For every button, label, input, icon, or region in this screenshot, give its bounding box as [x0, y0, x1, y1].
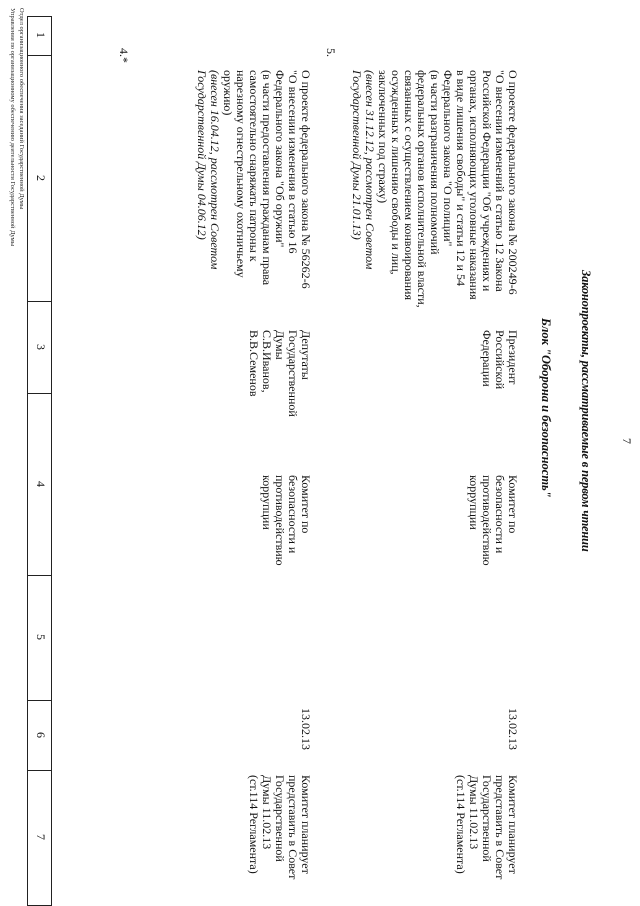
column-border [28, 575, 52, 576]
column-number-5: 5 [34, 634, 48, 640]
row-description: О проекте федерального закона № 56262-6 "О внесении изменения в статью 16 Федерального закона "Об оружии" (в части предоставления гражданам права самостоятельно снаряжать патроны к нарезному огнестрельному охотничьему оружию) [221, 70, 313, 289]
row-committee: Комитет по безопасности и противодействию коррупции [467, 475, 520, 566]
row-description: О проекте федерального закона № 200249-6 "О внесении изменений в статью 12 Закона Российской Федерации "Об учреждениях и органах, исполняющих уголовные наказания в виде лишения свободы" и статьи 12 и 54 Федерального закона "О полиции" (в части разграничения полномочий федеральных органов исполнительной власти, связанных с осуществлением конвоирования осужденных к лишению свободы и лиц, заключенных под стражу) [376, 70, 520, 308]
row-description-block [350, 70, 519, 325]
column-number-1: 1 [34, 32, 48, 38]
block-title: Блок "Оборона и безопасность" [539, 318, 553, 498]
row-remark: Комитет планирует представить в Совет Государственной Думы 11.02.13 (ст.114 Регламента) [247, 775, 313, 880]
column-number-7: 7 [34, 834, 48, 840]
column-border [28, 700, 52, 701]
row-number: 4.* [117, 48, 131, 63]
column-number-2: 2 [34, 175, 48, 181]
footer-line-2: Управления по организационному обеспечению деятельности Государственной Думы [9, 8, 16, 247]
row-initiator: Депутаты Государственной Думы С.В.Иванов, В.В.Семенов [247, 330, 313, 417]
section-title: Законопроекты, рассматриваемые в первом чтении [579, 270, 593, 552]
row-date: 13.02.13 [299, 708, 313, 750]
header-top-line [51, 16, 52, 906]
row-committee: Комитет по безопасности и противодействию коррупции [260, 475, 313, 566]
row-description-block [195, 70, 312, 325]
column-number-3: 3 [34, 344, 48, 350]
column-border [28, 770, 52, 771]
row-number: 5. [324, 48, 338, 57]
row-note: (внесен 31.12.12, рассмотрен Советом Государственной Думы 21.01.13) [350, 70, 377, 270]
row-date: 13.02.13 [506, 708, 520, 750]
column-number-6: 6 [34, 732, 48, 738]
footer-line-1: Отдел организационного обеспечения заседаний Государственной Думы [18, 8, 25, 210]
row-initiator: Президент Российской Федерации [480, 330, 520, 390]
page-number: 7 [620, 438, 634, 444]
column-border [28, 393, 52, 394]
row-note: (внесен 16.04.12, рассмотрен Советом Государственной Думы 04.06.12) [195, 70, 222, 270]
column-border [28, 16, 52, 17]
column-border [28, 301, 52, 302]
column-number-4: 4 [34, 481, 48, 487]
row-remark: Комитет планирует представить в Совет Государственной Думы 11.02.13 (ст.114 Регламента) [454, 775, 520, 880]
column-border [28, 55, 52, 56]
header-bottom-line [27, 16, 28, 906]
